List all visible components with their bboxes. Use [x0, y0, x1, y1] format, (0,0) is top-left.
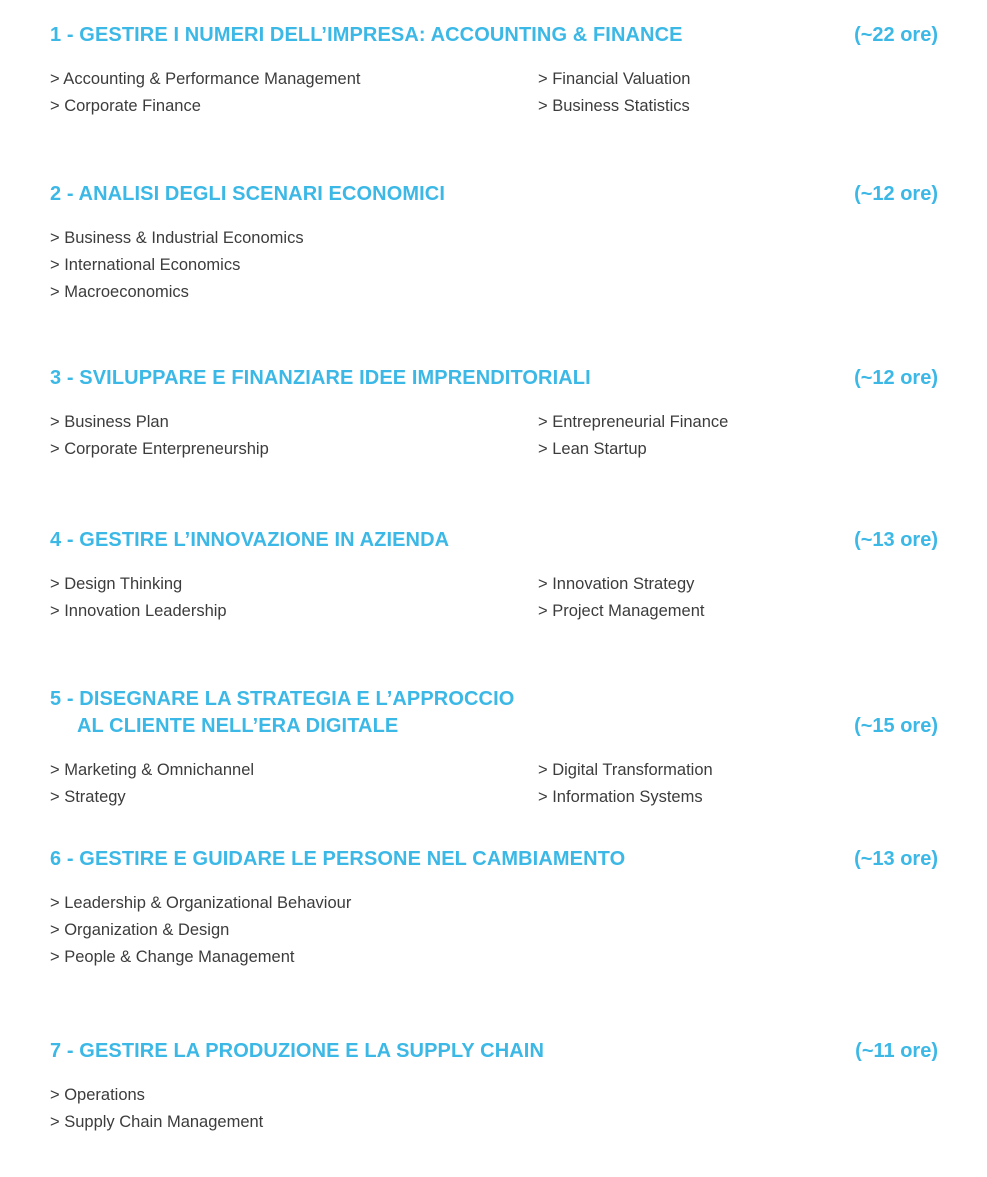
module-5 — [50, 686, 938, 817]
module-header — [50, 846, 938, 873]
items-left-column — [50, 409, 269, 463]
list-item: > Organization & Design — [50, 921, 230, 939]
module-hours: (~12 ore) — [854, 183, 938, 205]
module-hours: (~15 ore) — [854, 715, 938, 737]
module-title-line-1: 5 - DISEGNARE LA STRATEGIA E L’APPROCCIO — [50, 688, 515, 710]
module-title-line-2: AL CLIENTE NELL’ERA DIGITALE — [77, 715, 399, 737]
module-items — [50, 757, 938, 817]
module-items — [50, 1082, 938, 1142]
module-2 — [50, 181, 938, 301]
module-title: 3 - SVILUPPARE E FINANZIARE IDEE IMPRENDITORIALI — [50, 367, 591, 389]
module-items — [50, 571, 938, 631]
list-item: > Supply Chain Management — [50, 1113, 264, 1131]
list-item: > Entrepreneurial Finance — [538, 413, 729, 431]
module-hours: (~11 ore) — [855, 1040, 938, 1062]
list-item: > Business Statistics — [538, 97, 690, 115]
module-header — [50, 181, 938, 208]
module-header — [50, 22, 938, 49]
list-item: > Strategy — [50, 788, 126, 806]
items-left-column — [50, 66, 360, 120]
module-title: 2 - ANALISI DEGLI SCENARI ECONOMICI — [50, 183, 446, 205]
module-title — [50, 686, 938, 740]
module-hours: (~13 ore) — [854, 529, 938, 551]
items-right-column — [538, 757, 713, 811]
module-hours: (~13 ore) — [854, 848, 938, 870]
list-item: > Business & Industrial Economics — [50, 229, 304, 247]
list-item: > Innovation Strategy — [538, 575, 695, 593]
items-right-column — [538, 66, 690, 120]
list-item: > People & Change Management — [50, 948, 295, 966]
module-items — [50, 409, 938, 469]
module-hours: (~12 ore) — [854, 367, 938, 389]
module-7 — [50, 1038, 938, 1142]
list-item: > Business Plan — [50, 413, 169, 431]
module-title: 1 - GESTIRE I NUMERI DELL’IMPRESA: ACCOUNTING & FINANCE — [50, 24, 683, 46]
list-item: > Design Thinking — [50, 575, 183, 593]
list-item: > Leadership & Organizational Behaviour — [50, 894, 352, 912]
list-item: > Corporate Finance — [50, 97, 201, 115]
module-title: 4 - GESTIRE L’INNOVAZIONE IN AZIENDA — [50, 529, 450, 551]
list-item: > Operations — [50, 1086, 145, 1104]
list-item: > Lean Startup — [538, 440, 647, 458]
module-header — [50, 365, 938, 392]
module-header — [50, 1038, 938, 1065]
list-item: > Accounting & Performance Management — [50, 70, 361, 88]
items-left-column — [50, 890, 351, 971]
module-1 — [50, 22, 938, 126]
list-item: > Corporate Enterpreneurship — [50, 440, 269, 458]
module-6 — [50, 846, 938, 966]
list-item: > International Economics — [50, 256, 241, 274]
module-title: 7 - GESTIRE LA PRODUZIONE E LA SUPPLY CHAIN — [50, 1040, 544, 1062]
items-right-column — [538, 571, 704, 625]
items-left-column — [50, 225, 304, 306]
items-left-column — [50, 757, 254, 811]
list-item: > Marketing & Omnichannel — [50, 761, 255, 779]
items-right-column — [538, 409, 728, 463]
list-item: > Macroeconomics — [50, 283, 189, 301]
module-header — [50, 527, 938, 554]
list-item: > Digital Transformation — [538, 761, 713, 779]
module-hours: (~22 ore) — [854, 24, 938, 46]
list-item: > Project Management — [538, 602, 705, 620]
items-left-column — [50, 571, 227, 625]
module-items — [50, 66, 938, 126]
module-items — [50, 225, 938, 301]
items-left-column — [50, 1082, 263, 1136]
module-header — [50, 686, 938, 740]
module-title: 6 - GESTIRE E GUIDARE LE PERSONE NEL CAMBIAMENTO — [50, 848, 626, 870]
list-item: > Innovation Leadership — [50, 602, 227, 620]
module-4 — [50, 527, 938, 631]
list-item: > Financial Valuation — [538, 70, 691, 88]
module-items — [50, 890, 938, 966]
list-item: > Information Systems — [538, 788, 703, 806]
module-3 — [50, 365, 938, 469]
